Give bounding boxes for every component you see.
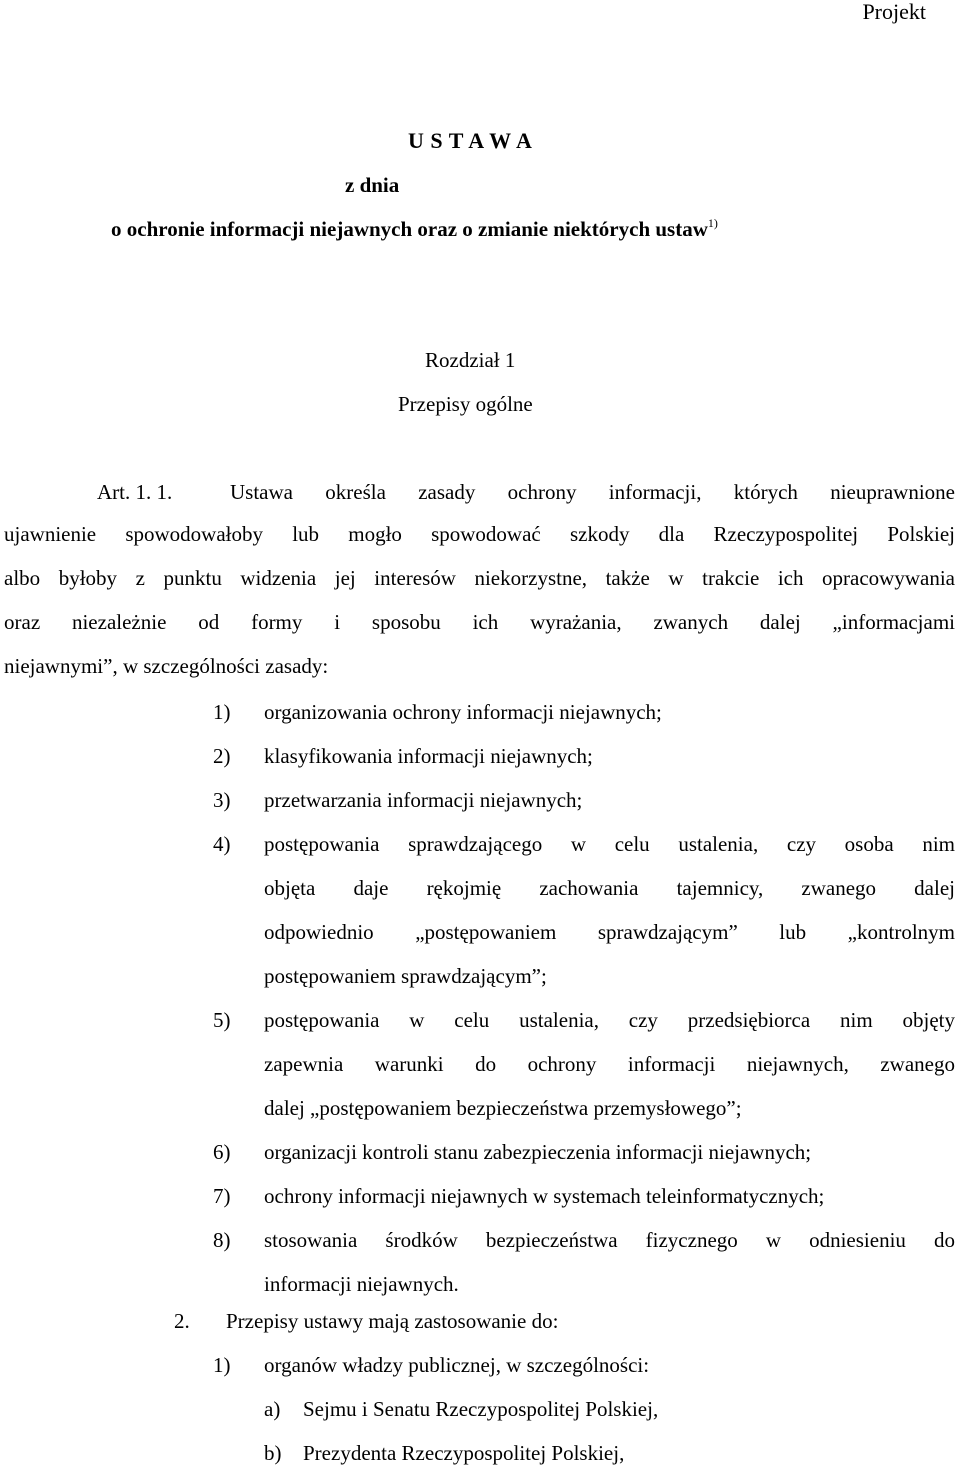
article-1-first-line	[97, 480, 955, 505]
list-item	[213, 1184, 824, 1209]
article-text-line: ujawnienie spowodowałoby lub mogło spowodować szkody dla Rzeczypospolitej Polskiej	[4, 522, 955, 546]
item-number: 1)	[213, 1353, 231, 1377]
document-status: Projekt	[862, 0, 926, 24]
article-text-line: niejawnymi”, w szczególności zasady:	[4, 654, 329, 678]
chapter-number: Rozdział 1	[425, 348, 516, 372]
item-text: stosowania środków bezpieczeństwa fizycznego w odniesieniu do	[264, 1228, 955, 1252]
item-text: organizacji kontroli stanu zabezpieczenia informacji niejawnych;	[264, 1140, 812, 1164]
item-number: 4)	[213, 832, 231, 856]
article-text-line: albo byłoby z punktu widzenia jej interesów niekorzystne, także w trakcie ich opracowywania	[4, 566, 955, 590]
item-continuation: odpowiednio „postępowaniem sprawdzającym” lub „kontrolnym	[264, 920, 955, 944]
list-item	[213, 744, 593, 769]
act-subject-text: o ochronie informacji niejawnych oraz o zmianie niektórych ustaw	[111, 217, 708, 241]
article-text-line: Ustawa określa zasady ochrony informacji, których nieuprawnione	[230, 480, 955, 504]
act-type-heading: U S T A W A	[408, 128, 533, 153]
item-text: klasyfikowania informacji niejawnych;	[264, 744, 593, 768]
footnote-reference: 1)	[707, 216, 718, 230]
item-continuation: postępowaniem sprawdzającym”;	[264, 964, 547, 988]
item-text: postępowania sprawdzającego w celu ustalenia, czy osoba nim	[264, 832, 955, 856]
list-item	[213, 1140, 811, 1165]
act-date-line: z dnia	[345, 173, 400, 197]
item-number: 6)	[213, 1140, 231, 1164]
item-text: organizowania ochrony informacji niejawnych;	[264, 700, 662, 724]
item-text: postępowania w celu ustalenia, czy przedsiębiorca nim objęty	[264, 1008, 955, 1032]
sub-item-text: Sejmu i Senatu Rzeczypospolitej Polskiej,	[303, 1397, 659, 1421]
act-subject-heading	[111, 217, 718, 240]
list-item	[213, 1228, 955, 1253]
list-item	[213, 1353, 649, 1378]
item-number: 1)	[213, 700, 231, 724]
sub-item	[264, 1397, 658, 1422]
item-number: 7)	[213, 1184, 231, 1208]
item-number: 3)	[213, 788, 231, 812]
item-continuation: zapewnia warunki do ochrony informacji niejawnych, zwanego	[264, 1052, 955, 1076]
list-item	[213, 832, 955, 857]
list-item	[213, 1008, 955, 1033]
sub-item-letter: b)	[264, 1441, 282, 1465]
item-number: 8)	[213, 1228, 231, 1252]
list-item	[213, 700, 662, 725]
list-item	[213, 788, 582, 813]
item-number: 2)	[213, 744, 231, 768]
article-number: Art. 1. 1.	[97, 480, 173, 504]
item-text: przetwarzania informacji niejawnych;	[264, 788, 583, 812]
sub-item	[264, 1441, 624, 1466]
item-continuation: objęta daje rękojmię zachowania tajemnicy, zwanego dalej	[264, 876, 955, 900]
paragraph-number: 2.	[174, 1309, 190, 1333]
article-text-line: oraz niezależnie od formy i sposobu ich wyrażania, zwanych dalej „informacjami	[4, 610, 955, 634]
item-text: ochrony informacji niejawnych w systemach teleinformatycznych;	[264, 1184, 825, 1208]
chapter-title: Przepisy ogólne	[398, 392, 533, 416]
item-text: organów władzy publicznej, w szczególności:	[264, 1353, 650, 1377]
item-continuation: dalej „postępowaniem bezpieczeństwa przemysłowego”;	[264, 1096, 742, 1120]
paragraph-text: Przepisy ustawy mają zastosowanie do:	[226, 1309, 559, 1333]
paragraph-2	[174, 1309, 558, 1334]
item-continuation: informacji niejawnych.	[264, 1272, 459, 1296]
sub-item-letter: a)	[264, 1397, 281, 1421]
sub-item-text: Prezydenta Rzeczypospolitej Polskiej,	[303, 1441, 625, 1465]
item-number: 5)	[213, 1008, 231, 1032]
